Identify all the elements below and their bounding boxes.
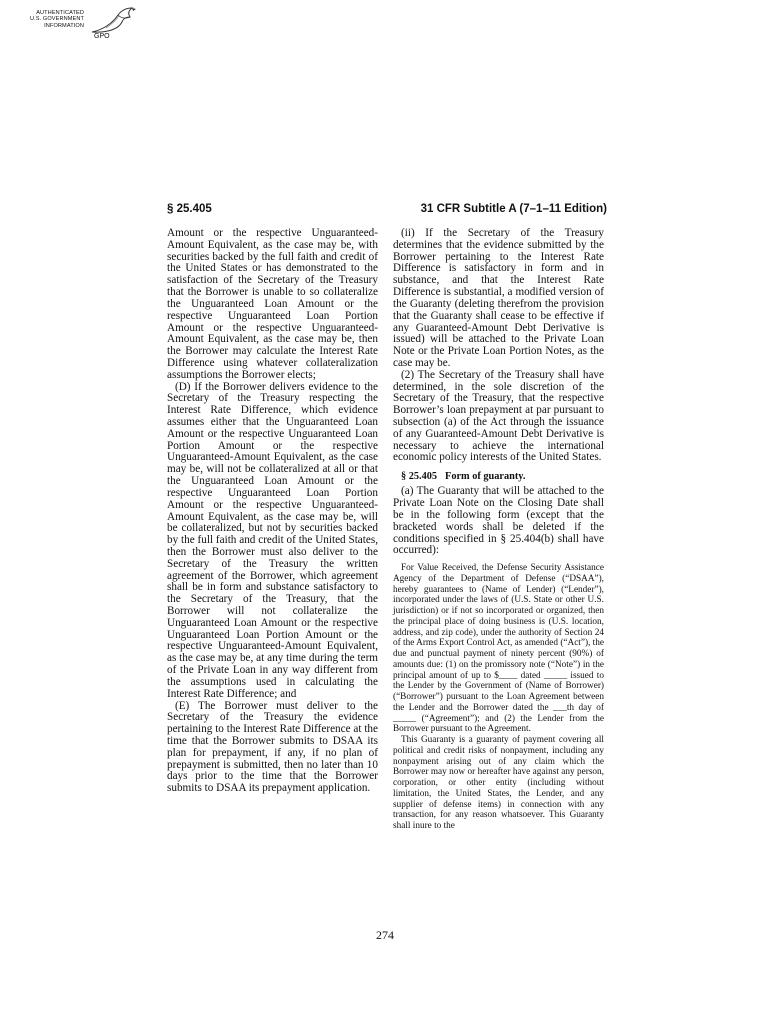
paragraph: (E) The Borrower must deliver to the Secretary of the Treasury the evidence pertaining to the Interest Rate Difference at the time that the Borrower submits to DSAA its plan for prepayment, if any, if no plan of prepayment is submitted, then no later than 10 days prior to the time that the Borrower submits to DSAA its prepayment application. — [167, 699, 378, 795]
stamp-agency: GPO — [94, 33, 110, 40]
section-title: Form of guaranty. — [445, 471, 526, 483]
gpo-authentication-stamp — [18, 6, 142, 52]
section-heading — [393, 471, 604, 482]
paragraph: (a) The Guaranty that will be attached to the Private Loan Note on the Closing Date shall be in the following form (except that the bracketed words shall be deleted if the conditions specified in § 25.404(b) shall have occurred): — [393, 485, 604, 557]
right-text-column — [393, 228, 604, 832]
stamp-line: AUTHENTICATED — [36, 10, 84, 16]
eagle-logo-icon — [88, 6, 142, 36]
paragraph: (ii) If the Secretary of the Treasury determines that the evidence submitted by the Borrower pertaining to the Interest Rate Difference is satisfactory in form and in substance, and that the Interest Rate Difference is substantial, a modified version of the Guaranty (deleting therefrom the provision that the Guaranty shall cease to be effective if any Guaranteed-Amount Debt Derivative is issued) will be attached to the Private Loan Note or the Private Loan Portion Notes, as the case may be. — [393, 227, 604, 369]
stamp-line: INFORMATION — [44, 22, 84, 29]
paragraph: Amount or the respective Unguaranteed-Amount Equivalent, as the case may be, with securities backed by the full faith and credit of the United States or has demonstrated to the satisfaction of the Secretary of the Treasury that the Borrower is unable to so collateralize the Unguaranteed Loan Amount or the respective Unguaranteed Loan Portion Amount or the respective Unguaranteed-Amount Equivalent, as the case may be, then the Borrower may calculate the Interest Rate Difference using whatever collateralization assumptions the Borrower elects; — [167, 227, 378, 381]
running-head-section: § 25.405 — [167, 203, 212, 215]
page-number: 274 — [376, 928, 394, 942]
guaranty-form-paragraph: For Value Received, the Defense Security Assistance Agency of the Department of Defense (“DSAA”), hereby guarantees to (Name of Lender) (“Lender”), incorporated under the laws of (U.S. State or other U.S. jurisdiction) or if not so incorporated or organized, then the principal place of doing business is (U.S. location, address, and zip code), under the authority of Section 24 of the Arms Export Control Act, as amended (“Act”), the due and punctual payment of ninety percent (90%) of amounts due: (1) on the promissory note (“Note”) in the principal amount of up to $____ dated _____ issued to the Lender by the Government of (Name of Borrower) (“Borrower”) pursuant to the Loan Agreement between the Lender and the Borrower dated the ___th day of _____ (“Agreement”); and (2) the Lender from the Borrower pursuant to the Agreement. — [393, 563, 604, 735]
section-number: § 25.405 — [401, 471, 438, 483]
stamp-text — [18, 10, 84, 29]
paragraph: (D) If the Borrower delivers evidence to the Secretary of the Treasury respecting the Interest Rate Difference, which evidence assumes either that the Unguaranteed Loan Amount or the respective Unguaranteed Loan Portion Amount or the respective Unguaranteed-Amount Equivalent, as the case may be, will not be collateralized at all or that the Unguaranteed Loan Amount or the respective Unguaranteed Loan Portion Amount or the respective Unguaranteed-Amount Equivalent, as the case may be, will be collateralized, but not by securities backed by the full faith and credit of the United States, then the Borrower must also deliver to the Secretary of the Treasury the written agreement of the Borrower, which agreement shall be in form and substance satisfactory to the Secretary of the Treasury, that the Borrower will not collateralize the Unguaranteed Loan Amount or the respective Unguaranteed Loan Portion Amount or the respective Unguaranteed-Amount Equivalent, as the case may be, at any time during the term of the Private Loan in any way different from the assumptions used in calculating the Interest Rate Difference; and — [167, 380, 378, 700]
guaranty-form-paragraph: This Guaranty is a guaranty of payment covering all political and credit risks of nonpayment, including any nonpayment arising out of any claim which the Borrower may now or hereafter have against any person, corporation, or other entity (including without limitation, the United States, the Lender, and any supplier of defense items) in connection with any transaction, for any reason whatsoever. This Guaranty shall inure to the — [393, 735, 604, 832]
stamp-line: U.S. GOVERNMENT — [29, 16, 84, 23]
running-head-title: 31 CFR Subtitle A (7–1–11 Edition) — [420, 203, 607, 215]
left-text-column — [167, 228, 378, 795]
paragraph: (2) The Secretary of the Treasury shall have determined, in the sole discretion of the Secretary of the Treasury, that the respective Borrower’s loan prepayment at par pursuant to subsection (a) of the Act through the issuance of any Guaranteed-Amount Debt Derivative is necessary to achieve the international economic policy interests of the United States. — [393, 368, 604, 464]
